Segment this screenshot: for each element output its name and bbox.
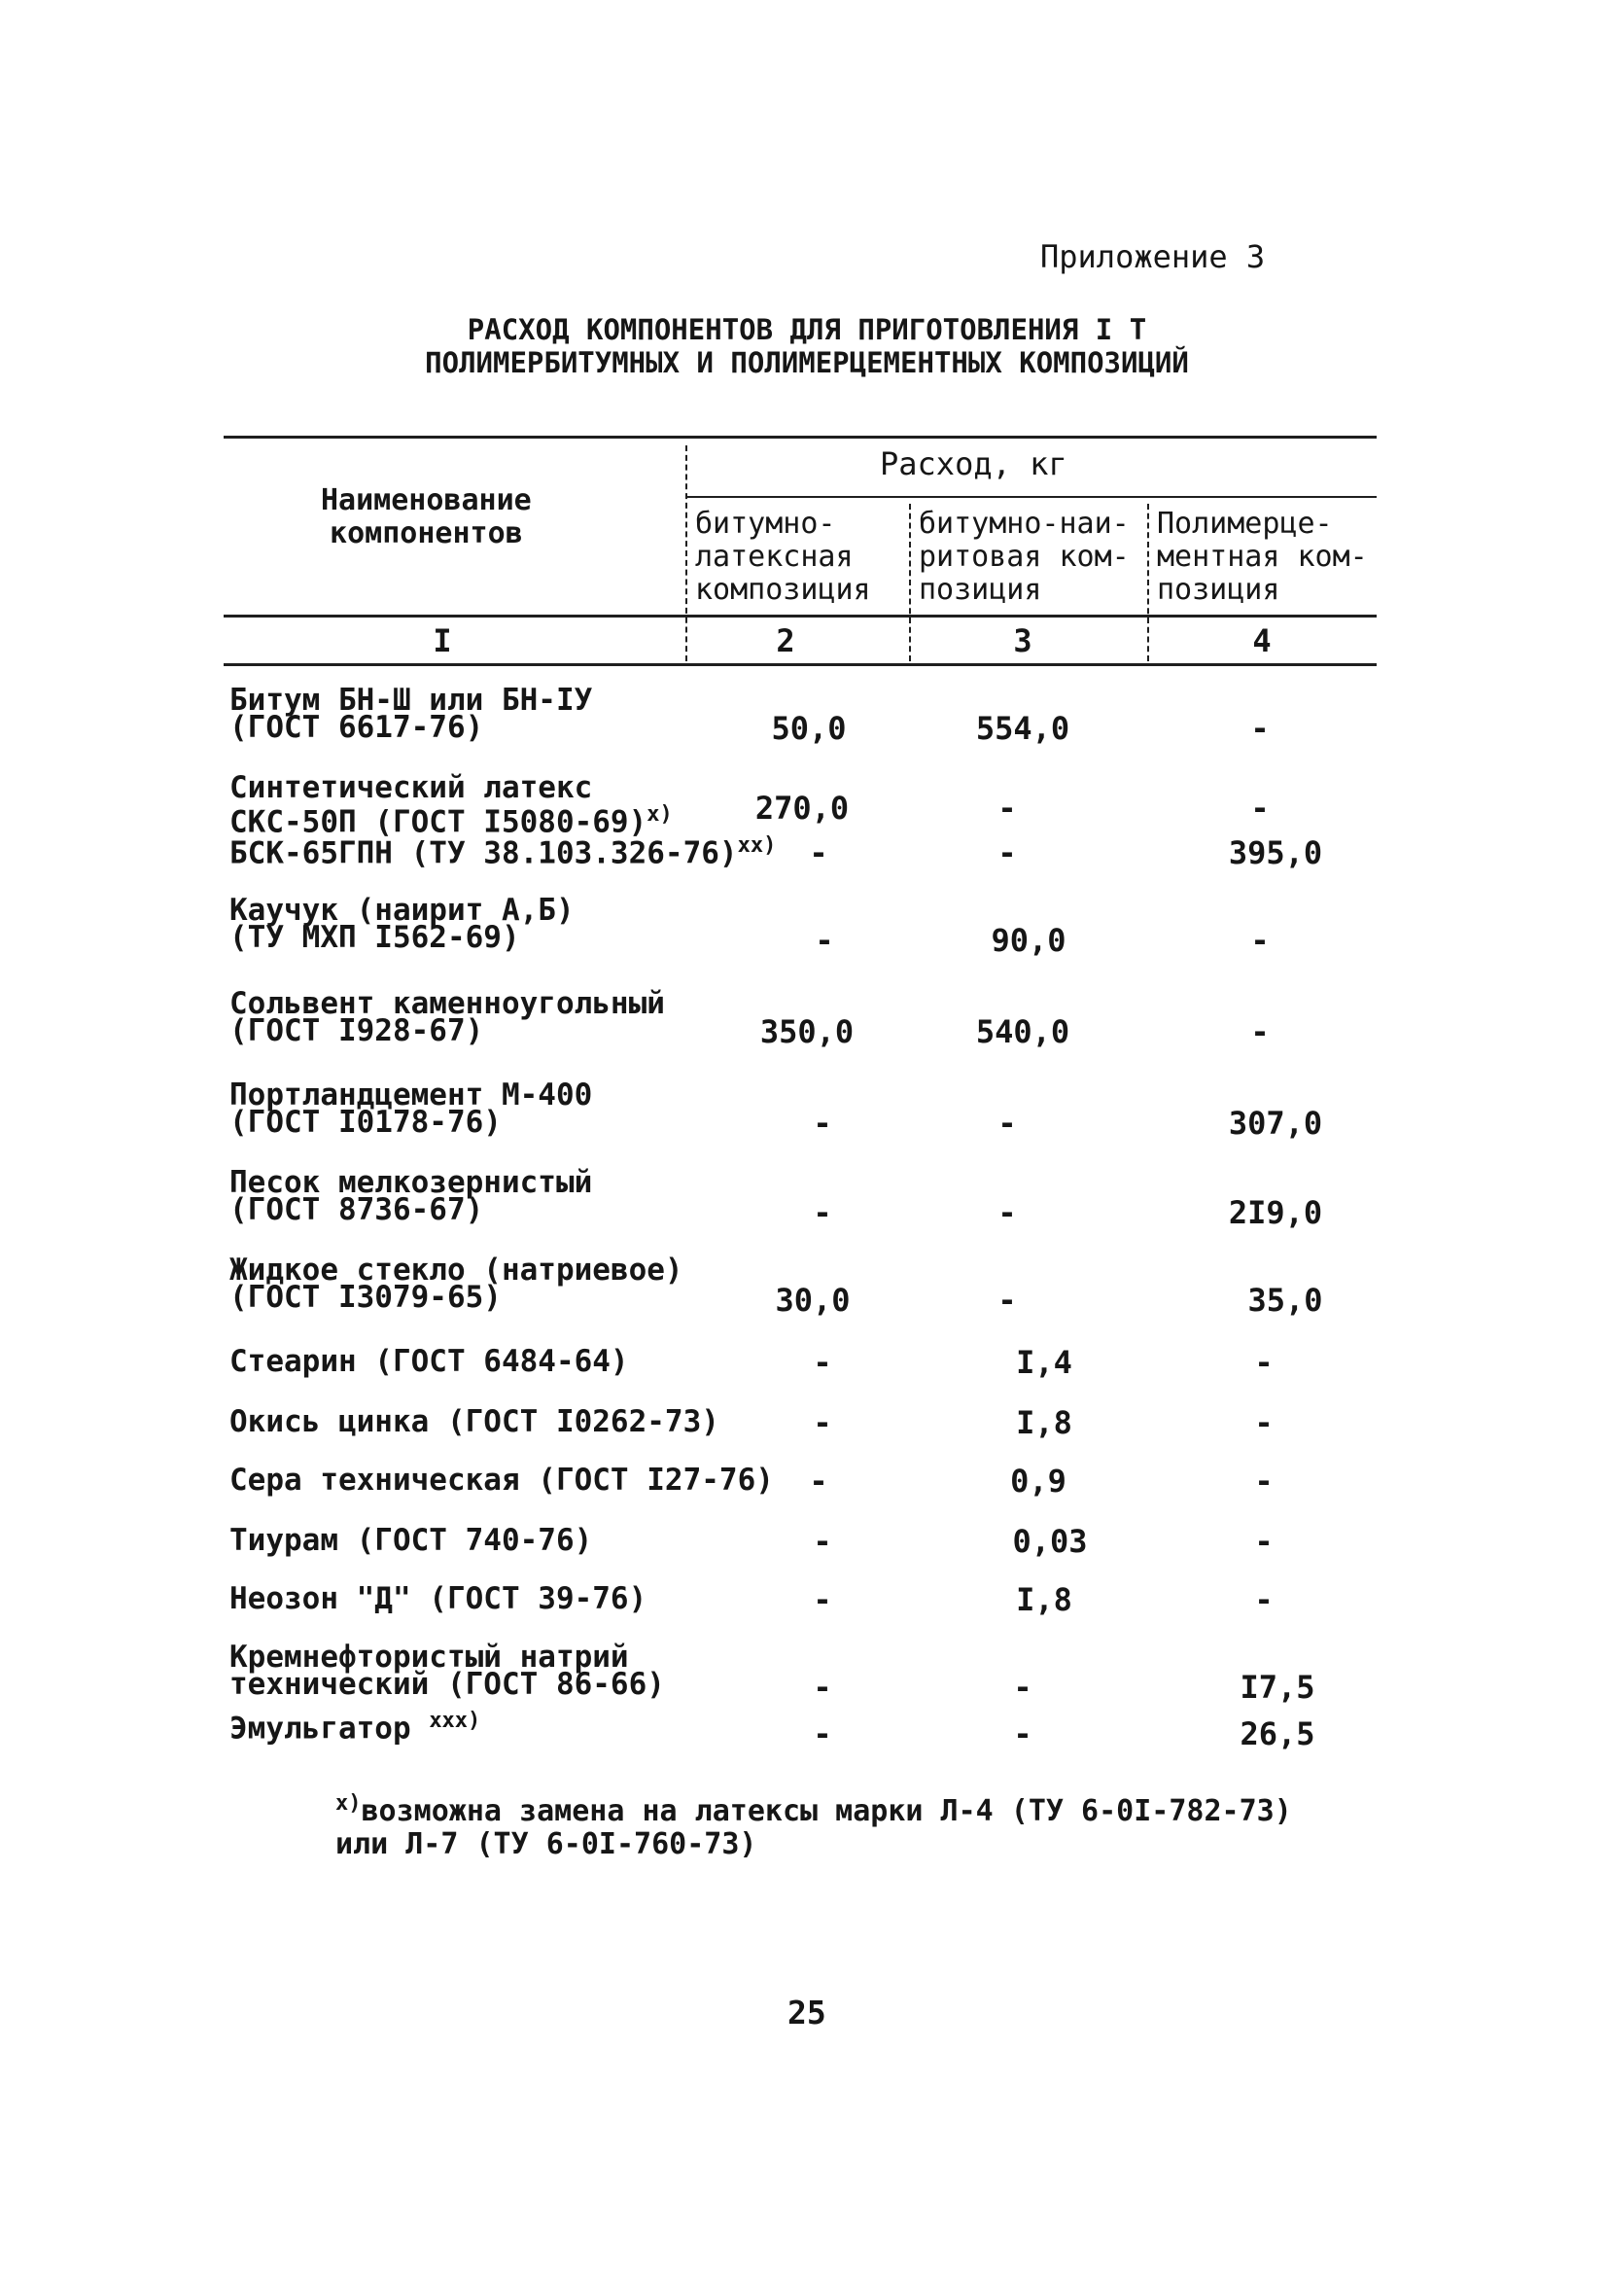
footnote-marker: x) — [647, 802, 673, 827]
group-header-rule — [685, 496, 1377, 498]
header-polymer-cement: Полимерце- ментная ком- позиция — [1157, 507, 1368, 607]
column-number-2: 2 — [776, 622, 795, 659]
footnote — [335, 1787, 1292, 1861]
table-row-value-col2: 270,0 — [754, 790, 850, 827]
table-row-value-col2: - — [813, 1523, 832, 1560]
table-row-value-col4: - — [1254, 1344, 1274, 1381]
table-row-name: Кремнефтористый натрий технический (ГОСТ 86-66) — [229, 1640, 665, 1702]
row-name-text: Синтетический латекс СКС-50П (ГОСТ I5080-69) — [229, 770, 647, 840]
table-row-value-col2: - — [813, 1669, 832, 1706]
table-row-value-col4: - — [1250, 790, 1270, 827]
table-row-name: Битум БН-Ш или БН-IУ (ГОСТ 6617-76) — [229, 683, 593, 745]
table-row-value-col2: - — [813, 1194, 832, 1231]
footnote-marker: xx) — [737, 833, 777, 858]
footnote-marker: xxx) — [429, 1709, 481, 1733]
table-row-value-col4: I7,5 — [1240, 1669, 1315, 1706]
table-row-name: Тиурам (ГОСТ 740-76) — [229, 1523, 593, 1558]
footnote-text: возможна замена на латексы марки Л-4 (ТУ 6-0I-782-73) или Л-7 (ТУ 6-0I-760-73) — [335, 1794, 1292, 1861]
document-title — [321, 313, 1293, 379]
table-row-value-col3: I,8 — [1016, 1404, 1072, 1441]
table-row-value-col2: 350,0 — [759, 1013, 855, 1050]
column-number-3: 3 — [1013, 622, 1032, 659]
table-row-value-col2: - — [809, 1463, 828, 1500]
table-row-value-col2: 50,0 — [771, 710, 847, 747]
table-row-value-col4: 2I9,0 — [1228, 1194, 1323, 1231]
table-row-name: Сера техническая (ГОСТ I27-76) — [229, 1463, 774, 1498]
table-row-value-col2: - — [815, 922, 834, 959]
header-bitumen-latex: битумно- латексная композиция — [695, 507, 871, 607]
table-row-value-col3: - — [1013, 1669, 1032, 1706]
table-row-value-col4: 26,5 — [1240, 1715, 1315, 1752]
title-line-2: ПОЛИМЕРБИТУМНЫХ И ПОЛИМЕРЦЕМЕНТНЫХ КОМПОЗИЦИЙ — [425, 346, 1189, 379]
table-row-name: Песок мелкозернистый (ГОСТ 8736-67) — [229, 1165, 593, 1227]
appendix-label: Приложение 3 — [1040, 238, 1266, 275]
table-top-rule — [224, 436, 1377, 439]
table-row-value-col4: - — [1250, 710, 1270, 747]
column-divider-2 — [909, 504, 911, 661]
table-row-value-col3: - — [1013, 1715, 1032, 1752]
table-row-value-col3: 90,0 — [991, 922, 1066, 959]
table-row-value-col3: - — [997, 1282, 1017, 1319]
table-row-value-col4: - — [1250, 922, 1270, 959]
table-row-value-col3: 0,9 — [1010, 1463, 1066, 1500]
footnote-mark: x) — [335, 1791, 362, 1816]
table-row-value-col4: 307,0 — [1228, 1105, 1323, 1142]
header-component-name: Наименование компонентов — [321, 483, 532, 550]
table-row-value-col2: - — [813, 1344, 832, 1381]
row-name-text: БСК-65ГПН (ТУ 38.103.326-76) — [229, 835, 738, 871]
table-row-name: Окись цинка (ГОСТ I0262-73) — [229, 1404, 719, 1439]
column-divider-1 — [685, 445, 687, 661]
table-row-value-col2: - — [813, 1404, 832, 1441]
column-divider-3 — [1147, 504, 1149, 661]
table-row-value-col4: - — [1254, 1404, 1274, 1441]
header-rule — [224, 615, 1377, 618]
table-row-value-col3: 554,0 — [975, 710, 1070, 747]
title-line-1: РАСХОД КОМПОНЕНТОВ ДЛЯ ПРИГОТОВЛЕНИЯ I Т — [467, 313, 1147, 346]
table-row-name: Неозон "Д" (ГОСТ 39-76) — [229, 1581, 647, 1616]
table-row-value-col2: - — [813, 1715, 832, 1752]
column-number-1: I — [433, 622, 452, 659]
table-row-value-col3: I,8 — [1016, 1581, 1072, 1618]
table-row-value-col4: - — [1250, 1013, 1270, 1050]
table-row-value-col3: - — [997, 834, 1017, 871]
table-row-value-col2: - — [809, 834, 828, 871]
table-row-name — [229, 770, 673, 840]
table-row-name: Стеарин (ГОСТ 6484-64) — [229, 1344, 629, 1379]
table-row-value-col4: 395,0 — [1228, 834, 1323, 871]
table-row-value-col4: - — [1254, 1463, 1274, 1500]
table-row-value-col2: 30,0 — [775, 1282, 851, 1319]
table-row-name — [229, 1708, 481, 1747]
table-row-name: Портландцемент М-400 (ГОСТ I0178-76) — [229, 1077, 593, 1140]
table-row-value-col2: - — [813, 1581, 832, 1618]
table-row-value-col3: - — [997, 790, 1017, 827]
table-row-name: Жидкое стекло (натриевое) (ГОСТ I3079-65) — [229, 1253, 683, 1315]
table-row-value-col3: 540,0 — [975, 1013, 1070, 1050]
table-row-value-col3: I,4 — [1016, 1344, 1072, 1381]
table-row-value-col4: - — [1254, 1581, 1274, 1618]
table-row-name: Сольвент каменноугольный (ГОСТ I928-67) — [229, 986, 665, 1048]
table-row-value-col3: - — [997, 1105, 1017, 1142]
table-row-name — [229, 832, 777, 871]
table-row-name: Каучук (наирит А,Б) (ТУ МХП I562-69) — [229, 893, 575, 955]
table-row-value-col3: - — [997, 1194, 1017, 1231]
header-bitumen-nairite: битумно-наи- ритовая ком- позиция — [919, 507, 1130, 607]
table-row-value-col4: 35,0 — [1247, 1282, 1323, 1319]
column-number-rule — [224, 663, 1377, 666]
table-row-value-col3: 0,03 — [1012, 1523, 1088, 1560]
header-consumption-kg: Расход, кг — [880, 445, 1067, 482]
row-name-text: Эмульгатор — [229, 1711, 411, 1747]
column-number-4: 4 — [1252, 622, 1272, 659]
table-row-value-col4: - — [1254, 1523, 1274, 1560]
page-number: 25 — [787, 1994, 826, 2031]
table-row-value-col2: - — [813, 1105, 832, 1142]
